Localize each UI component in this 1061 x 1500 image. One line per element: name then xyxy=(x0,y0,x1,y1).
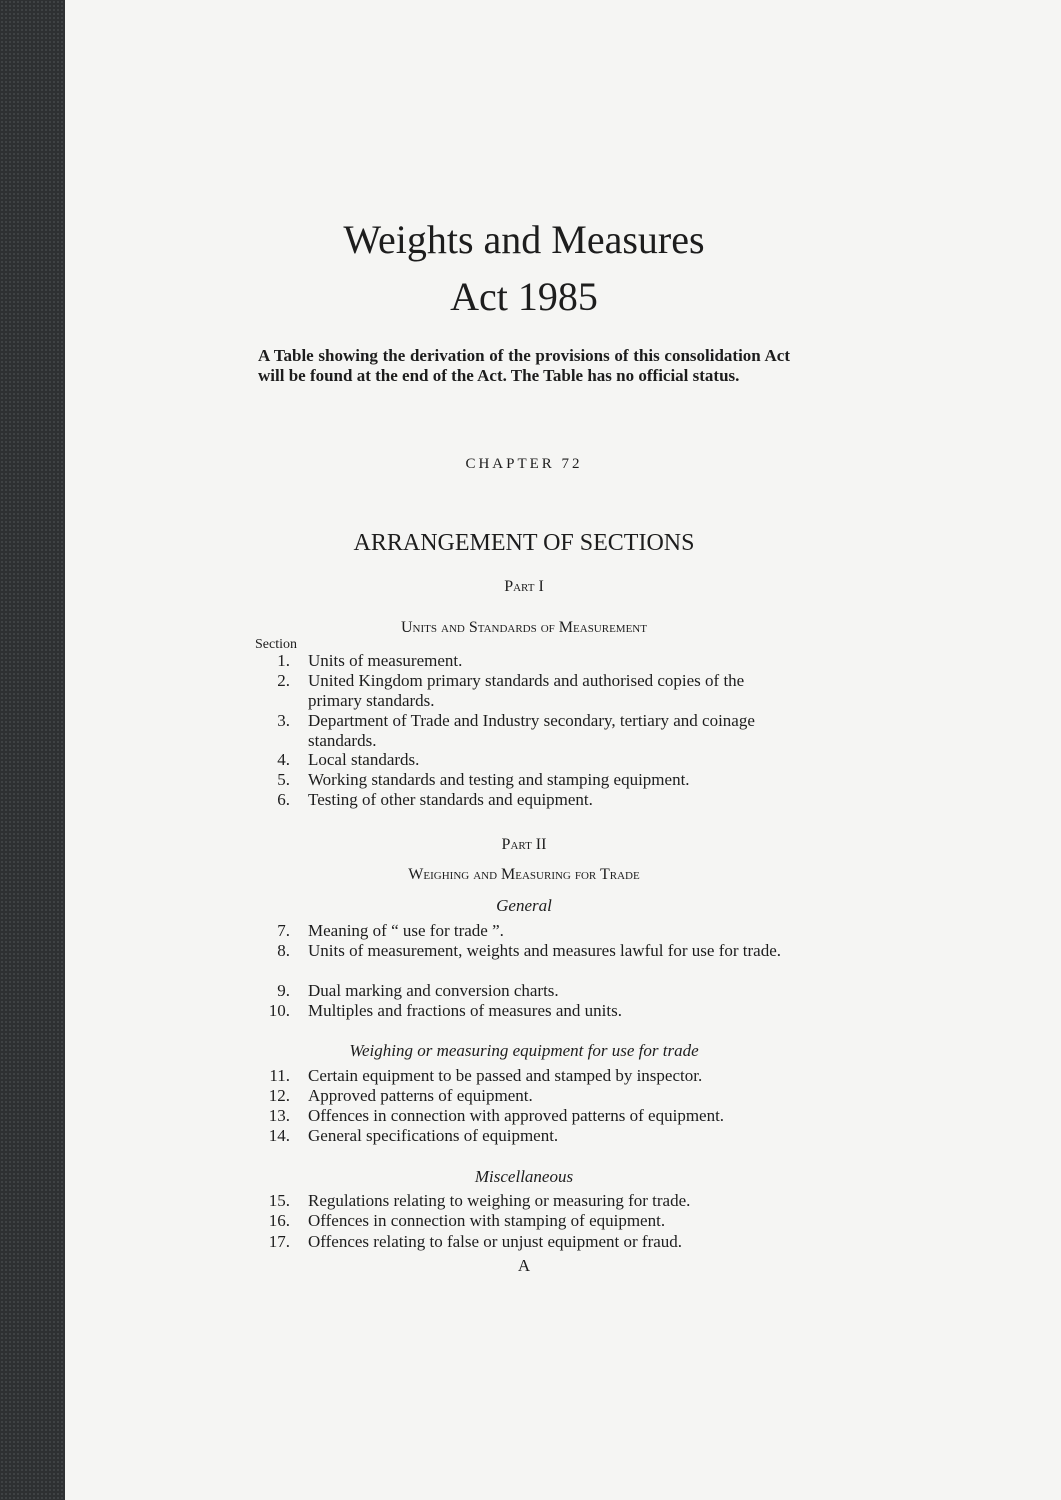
signature-mark: A xyxy=(517,1256,531,1275)
section-number: 6. xyxy=(277,790,290,809)
part-1-title: Units and Standards of Measurement xyxy=(401,619,647,636)
section-entry xyxy=(250,1106,795,1126)
section-title: Units of measurement. xyxy=(308,651,463,670)
section-number: 16. xyxy=(268,1211,290,1230)
section-number: 7. xyxy=(277,921,290,940)
section-title: Local standards. xyxy=(308,750,420,769)
section-entry xyxy=(250,1126,795,1146)
section-title: Approved patterns of equipment. xyxy=(308,1086,533,1105)
section-number: 5. xyxy=(277,770,290,789)
subheading-equipment: Weighing or measuring equipment for use for trade xyxy=(349,1041,699,1060)
section-label: Section xyxy=(255,637,297,652)
section-entry xyxy=(250,1066,795,1086)
section-number: 14. xyxy=(268,1126,290,1145)
section-entry xyxy=(250,1001,795,1021)
title-line-1: Weights and Measures xyxy=(343,217,705,262)
section-title: Testing of other standards and equipment. xyxy=(308,790,593,809)
section-title: Certain equipment to be passed and stamped by inspector. xyxy=(308,1066,703,1085)
part-2-label: Part II xyxy=(501,836,547,853)
part-2-title: Weighing and Measuring for Trade xyxy=(408,866,640,883)
subheading-general: General xyxy=(496,896,552,915)
section-number: 2. xyxy=(277,671,290,690)
section-entry xyxy=(250,750,795,770)
section-title: United Kingdom primary standards and authorised copies of the primary standards. xyxy=(308,671,745,710)
chapter-number: CHAPTER 72 xyxy=(465,456,583,472)
section-number: 17. xyxy=(268,1232,290,1251)
title-line-2: Act 1985 xyxy=(450,274,598,319)
arrangement-heading: ARRANGEMENT OF SECTIONS xyxy=(353,530,695,556)
section-number: 13. xyxy=(268,1106,290,1125)
section-number: 15. xyxy=(268,1191,290,1210)
section-number: 9. xyxy=(277,981,290,1000)
section-entry xyxy=(250,981,795,1001)
section-entry xyxy=(250,671,795,711)
section-title: Working standards and testing and stamping equipment. xyxy=(308,770,690,789)
section-title: Dual marking and conversion charts. xyxy=(308,981,559,1000)
section-entry xyxy=(250,1232,795,1252)
subheading-miscellaneous: Miscellaneous xyxy=(474,1167,574,1186)
section-title: General specifications of equipment. xyxy=(308,1126,559,1145)
derivation-note: A Table showing the derivation of the provisions of this consolidation Act will be found at the end of the Act. The Table has no official status. xyxy=(258,346,790,385)
section-entry xyxy=(250,651,795,671)
section-number: 8. xyxy=(277,941,290,960)
section-number: 1. xyxy=(277,651,290,670)
section-entry xyxy=(250,790,795,810)
section-title: Offences in connection with stamping of equipment. xyxy=(308,1211,666,1230)
section-number: 4. xyxy=(277,750,290,769)
section-title: Units of measurement, weights and measures lawful for use for trade. xyxy=(308,941,782,960)
section-title: Department of Trade and Industry secondary, tertiary and coinage standards. xyxy=(308,711,755,750)
section-title: Offences in connection with approved patterns of equipment. xyxy=(308,1106,725,1125)
book-spine xyxy=(0,0,65,1500)
section-entry xyxy=(250,921,795,941)
section-number: 11. xyxy=(269,1066,290,1085)
section-number: 10. xyxy=(268,1001,290,1020)
section-entry xyxy=(250,1086,795,1106)
section-entry xyxy=(250,770,795,790)
section-entry xyxy=(250,1211,795,1231)
section-number: 3. xyxy=(277,711,290,730)
section-title: Regulations relating to weighing or measuring for trade. xyxy=(308,1191,691,1210)
section-title: Offences relating to false or unjust equipment or fraud. xyxy=(308,1232,683,1251)
section-title: Multiples and fractions of measures and units. xyxy=(308,1001,622,1020)
section-entry xyxy=(250,941,795,961)
section-number: 12. xyxy=(268,1086,290,1105)
section-title: Meaning of “ use for trade ”. xyxy=(308,921,504,940)
section-entry xyxy=(250,1191,795,1211)
section-entry xyxy=(250,711,795,751)
part-1-label: Part I xyxy=(504,578,544,595)
